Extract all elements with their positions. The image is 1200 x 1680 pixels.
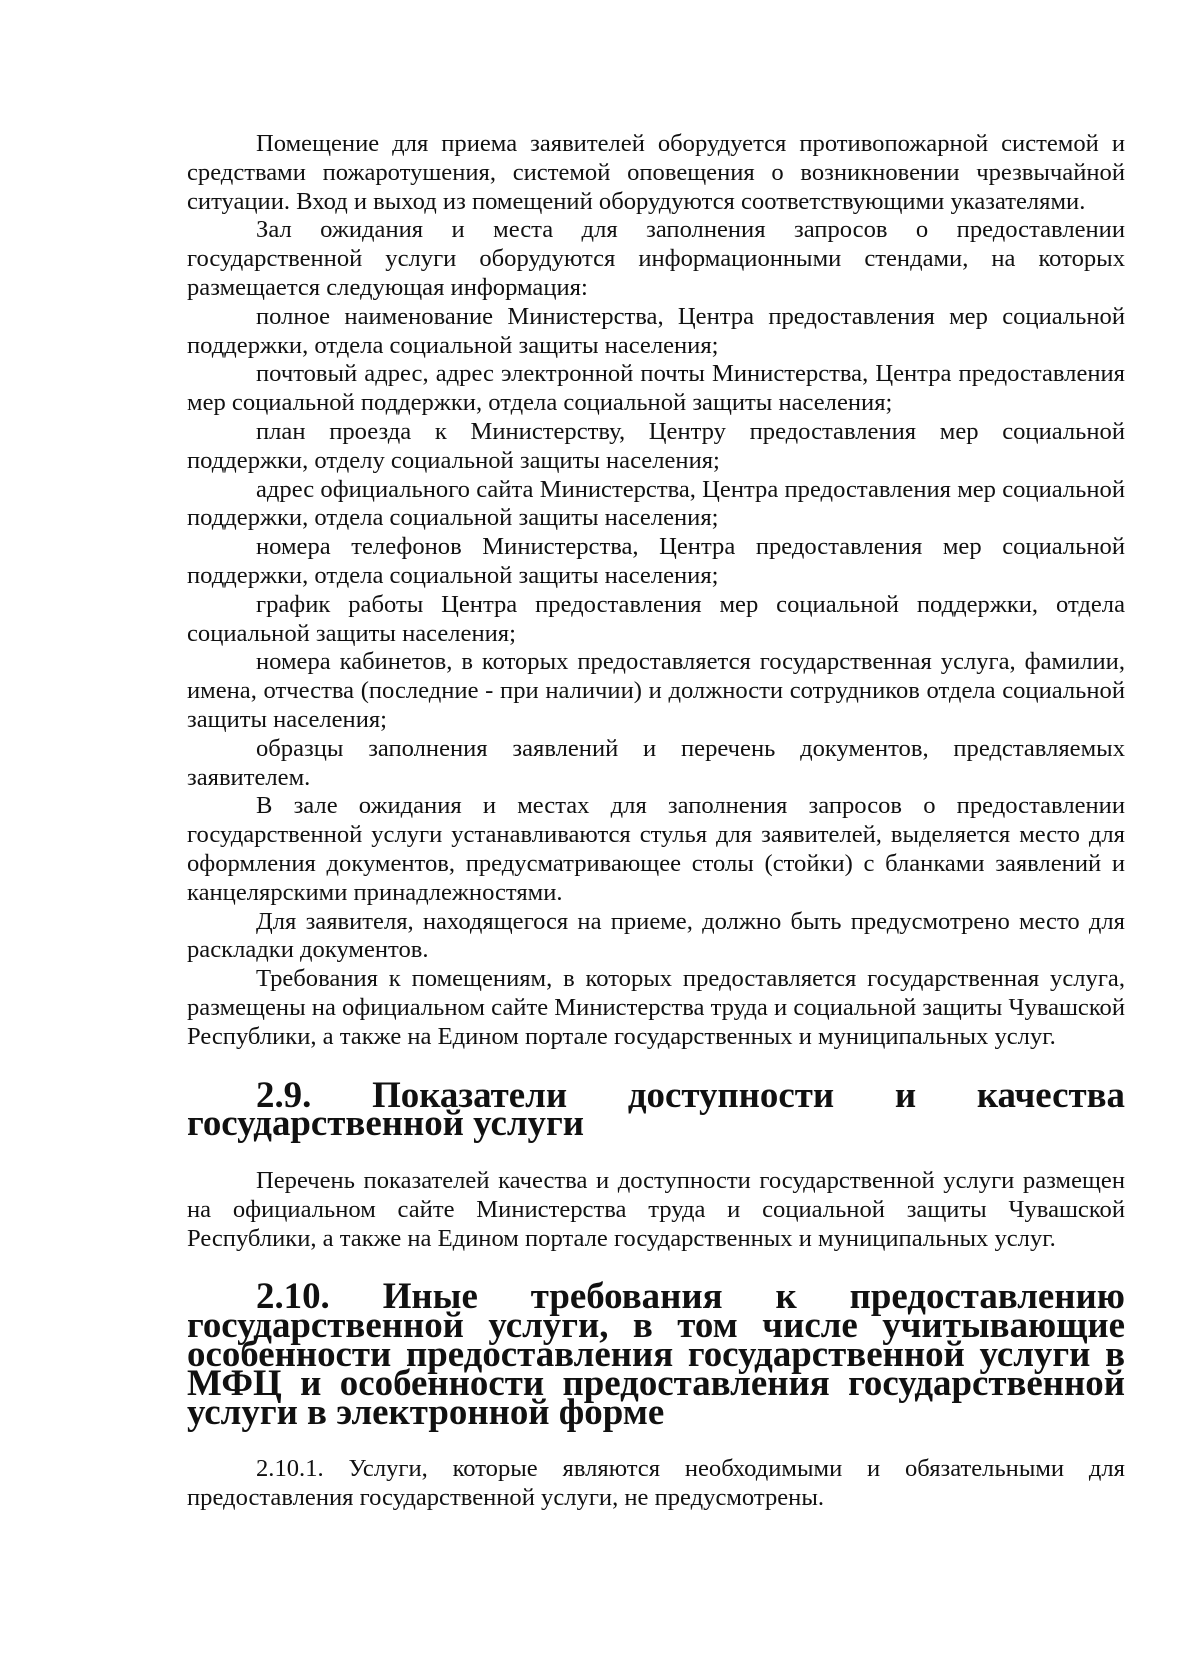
list-item-cabinets: номера кабинетов, в которых предоставляется государственная услуга, фамилии, имена, отчества (последние - при наличии) и должности сотрудников отдела социальной защиты населения; <box>187 648 1125 733</box>
section-2-9-heading: 2.9. Показатели доступности и качества государственной услуги <box>187 1073 1125 1144</box>
list-item-route-plan: план проезда к Министерству, Центру предоставления мер социальной поддержки, отделу социальной защиты населения; <box>187 417 1125 474</box>
list-item-schedule: график работы Центра предоставления мер социальной поддержки, отдела социальной защиты населения; <box>187 590 1125 647</box>
paragraph-document-place: Для заявителя, находящегося на приеме, должно быть предусмотрено место для раскладки документов. <box>187 907 1125 964</box>
list-item-full-name: полное наименование Министерства, Центра предоставления мер социальной поддержки, отдела социальной защиты населения; <box>187 302 1125 359</box>
section-2-10-1-paragraph: 2.10.1. Услуги, которые являются необходимыми и обязательными для предоставления государственной услуги, не предусмотрены. <box>187 1455 1125 1512</box>
section-2-9-paragraph: Перечень показателей качества и доступности государственной услуги размещен на официальном сайте Министерства труда и социальной защиты Чувашской Республики, а также на Едином портале государственных и муниципальных услуг. <box>187 1167 1125 1252</box>
list-item-postal-address: почтовый адрес, адрес электронной почты Министерства, Центра предоставления мер социальной поддержки, отдела социальной защиты населения; <box>187 360 1125 417</box>
list-item-website: адрес официального сайта Министерства, Центра предоставления мер социальной поддержки, отдела социальной защиты населения; <box>187 475 1125 532</box>
paragraph-fire-safety: Помещение для приема заявителей оборудуется противопожарной системой и средствами пожаротушения, системой оповещения о возникновении чрезвычайной ситуации. Вход и выход из помещений оборудуются соответствующими указателями. <box>187 130 1125 215</box>
paragraph-chairs: В зале ожидания и местах для заполнения запросов о предоставлении государственной услуги устанавливаются стулья для заявителей, выделяется место для оформления документов, предусматривающее столы (стойки) с бланками заявлений и канцелярскими принадлежностями. <box>187 792 1125 906</box>
paragraph-requirements: Требования к помещениям, в которых предоставляется государственная услуга, размещены на официальном сайте Министерства труда и социальной защиты Чувашской Республики, а также на Едином портале государственных и муниципальных услуг. <box>187 965 1125 1050</box>
list-item-phones: номера телефонов Министерства, Центра предоставления мер социальной поддержки, отдела социальной защиты населения; <box>187 533 1125 589</box>
section-2-10-heading: 2.10. Иные требования к предоставлению государственной услуги, в том числе учитывающие особенности предоставления государственной услуги в МФЦ и особенности предоставления государственной услуги в электронной форме <box>187 1275 1125 1432</box>
document-page <box>187 130 1125 1513</box>
paragraph-waiting-hall: Зал ожидания и места для заполнения запросов о предоставлении государственной услуги оборудуются информационными стендами, на которых размещается следующая информация: <box>187 216 1125 301</box>
list-item-samples: образцы заполнения заявлений и перечень документов, представляемых заявителем. <box>187 734 1125 791</box>
